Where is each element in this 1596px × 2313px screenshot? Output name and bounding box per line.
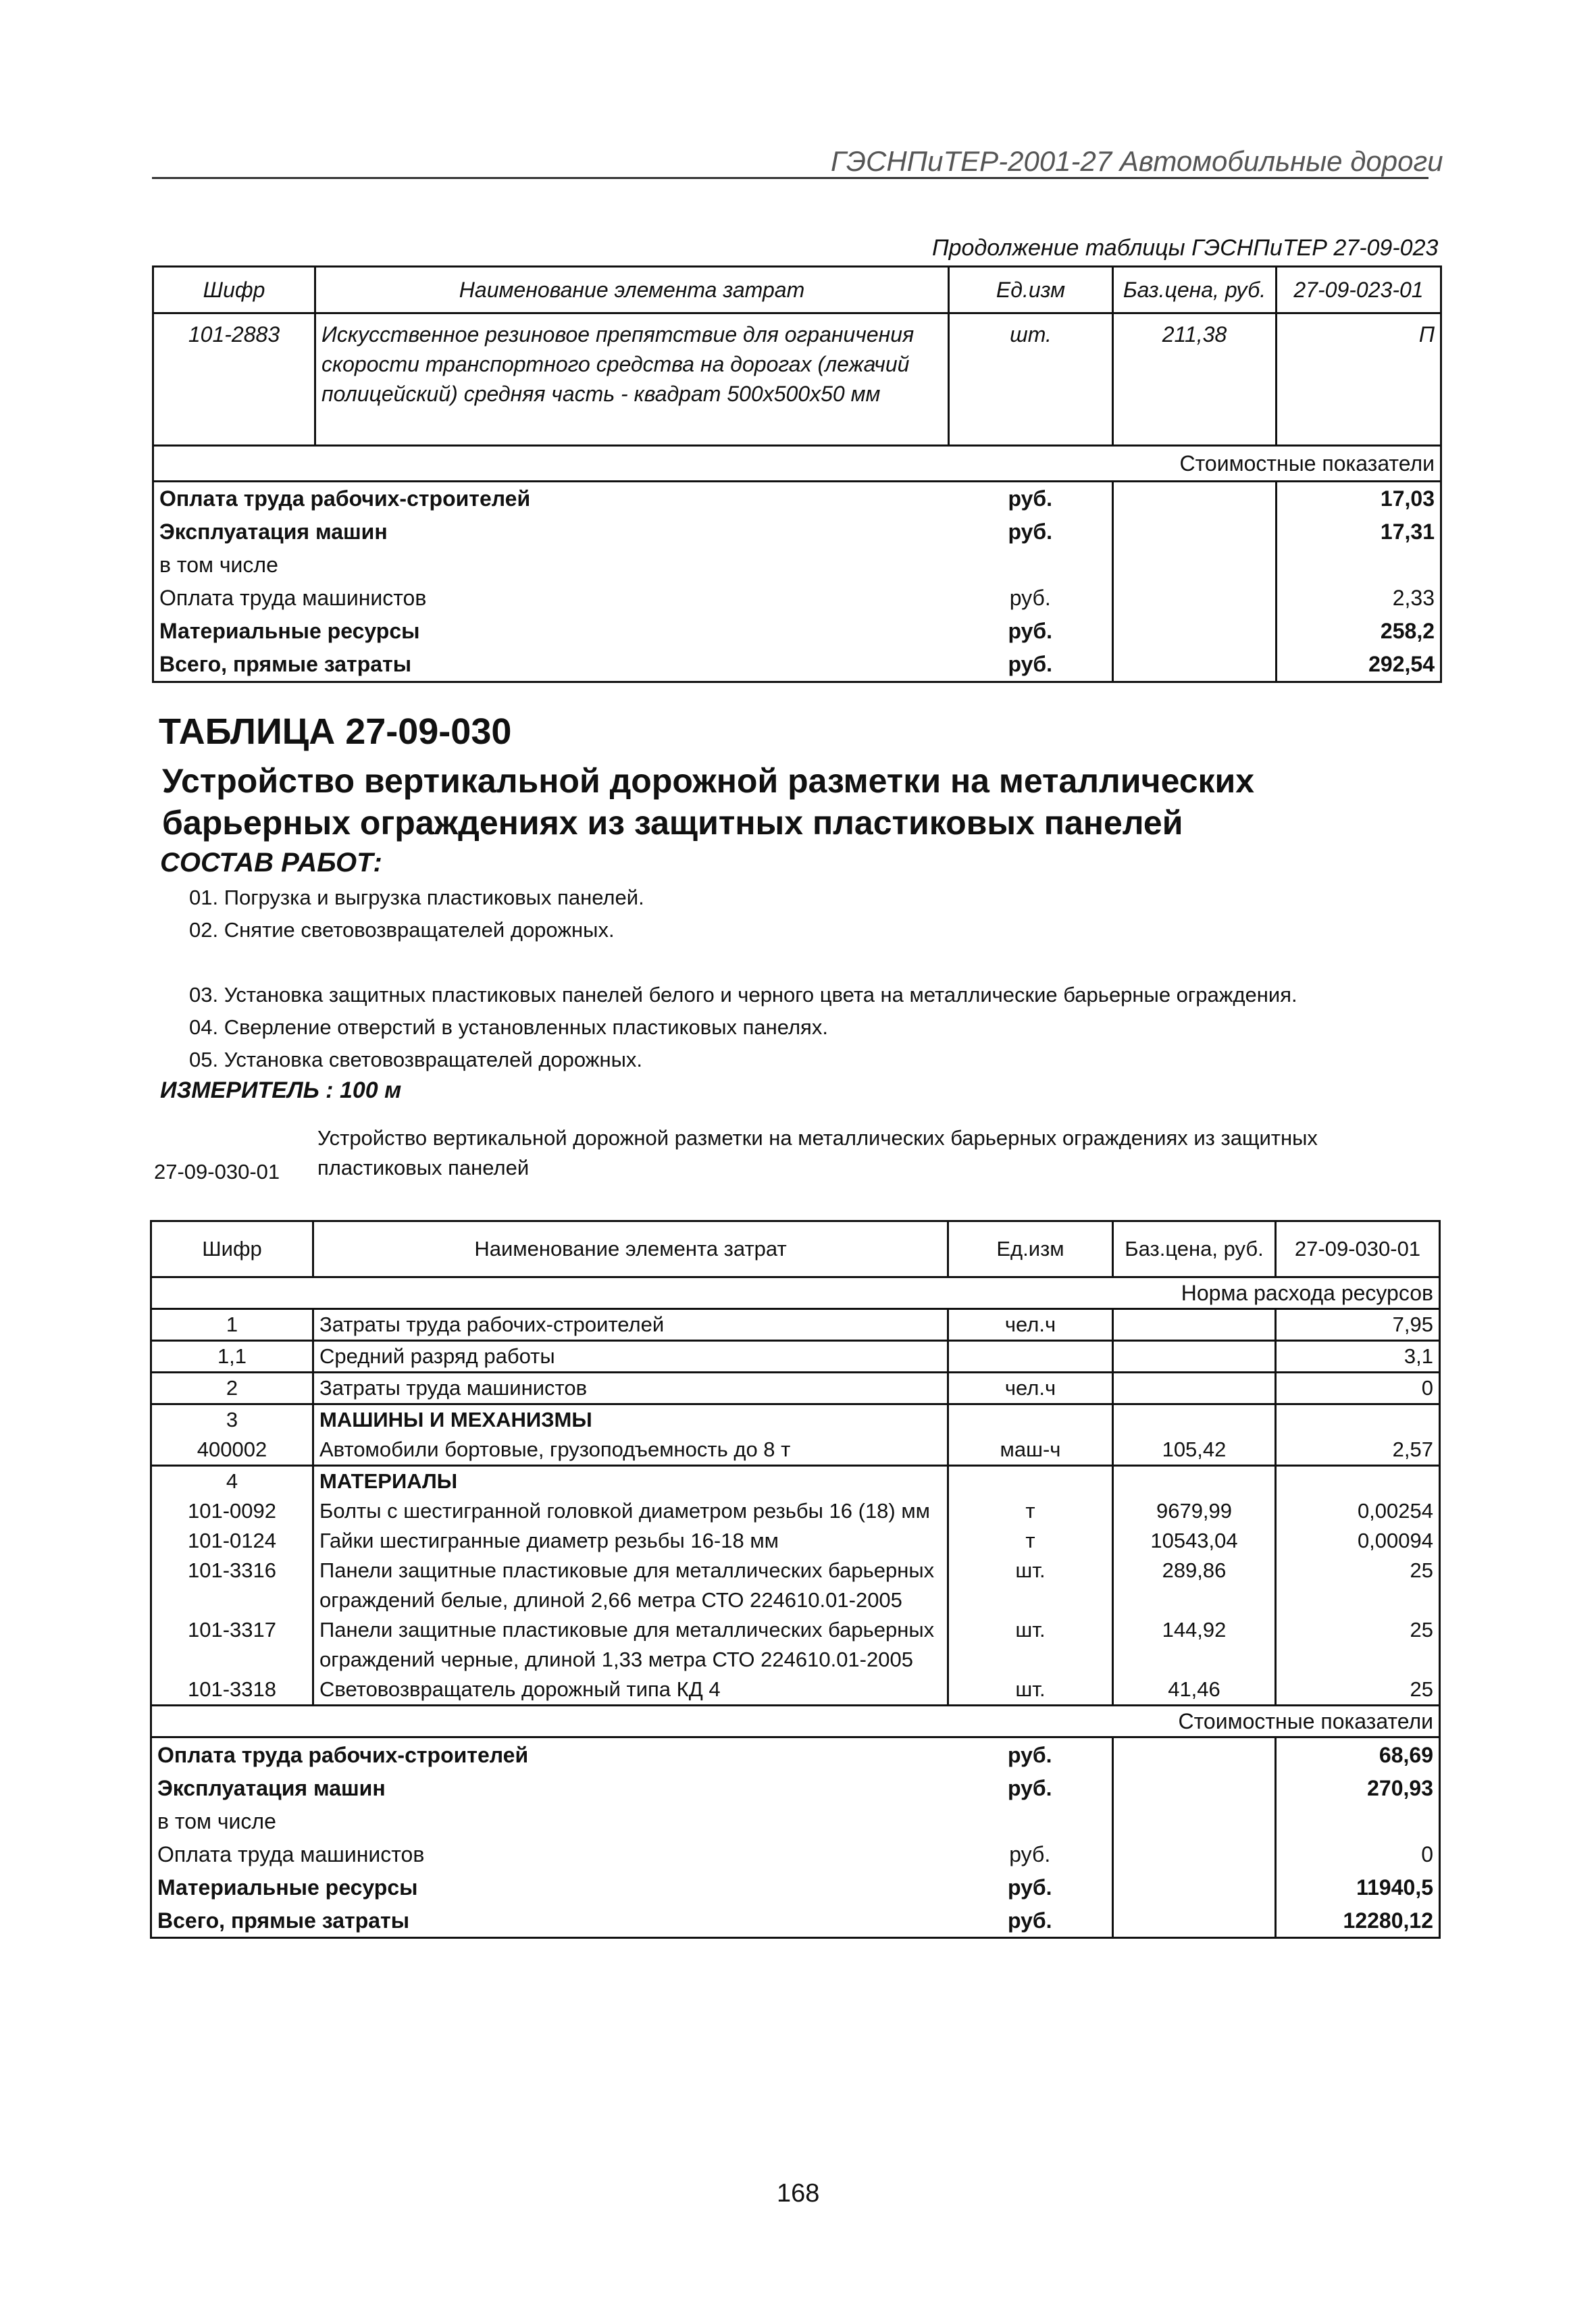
resource-value: 0,00254 (1276, 1496, 1440, 1526)
cost-unit (948, 1804, 1113, 1837)
cost-unit: руб. (1009, 586, 1051, 610)
table-subtitle: Устройство вертикальной дорожной разметки на металлических барьерных ограждениях из защитных пластиковых панелей (162, 762, 1255, 842)
row-name: Искусственное резиновое препятствие для ограничения скорости транспортного средства на дорогах (лежачий полицейский) средняя часть - квадрат 500х500х50 мм (315, 313, 949, 446)
section-cost-indicators: Стоимостные показатели (153, 446, 1441, 482)
resource-value: 25 (1276, 1556, 1440, 1615)
resource-group-name: МАТЕРИАЛЫ (313, 1466, 948, 1497)
resources-table (150, 1220, 1441, 1939)
cost-label: Оплата труда рабочих-строителей (153, 482, 949, 516)
resource-unit: чел.ч (948, 1309, 1113, 1341)
cost-value: 2,33 (1277, 582, 1441, 615)
resource-code: 4 (151, 1466, 313, 1497)
resource-value: 3,1 (1276, 1341, 1440, 1373)
cost-unit: руб. (949, 648, 1113, 682)
resource-code: 101-3316 (151, 1556, 313, 1615)
cost-value: 292,54 (1277, 648, 1441, 682)
resource-group-name: МАШИНЫ И МЕХАНИЗМЫ (313, 1404, 948, 1435)
resource-code: 101-3317 (151, 1615, 313, 1675)
norm-name: Устройство вертикальной дорожной разметки на металлических барьерных ограждениях из защитных пластиковых панелей (317, 1126, 1318, 1179)
col-header-norm: 27-09-030-01 (1276, 1221, 1440, 1277)
resource-unit: шт. (1015, 1558, 1046, 1582)
resource-name: Болты с шестигранной головкой диаметром резьбы 16 (18) мм (313, 1496, 948, 1526)
cost-label: Оплата труда машинистов (153, 582, 949, 615)
resource-unit: чел.ч (948, 1373, 1113, 1404)
cost-label: Эксплуатация машин (153, 515, 949, 549)
cost-unit: руб. (1007, 1875, 1052, 1900)
cost-unit: руб. (1008, 519, 1053, 544)
resource-code: 1,1 (151, 1341, 313, 1373)
resource-name: Световозвращатель дорожный типа КД 4 (313, 1675, 948, 1706)
row-price: 211,38 (1113, 313, 1277, 446)
cost-unit: руб. (1007, 1742, 1052, 1767)
resource-value (1276, 1466, 1440, 1497)
cost-label: Материальные ресурсы (153, 615, 949, 648)
col-header-price: Баз.цена, руб. (1113, 1221, 1276, 1277)
resource-price: 41,46 (1113, 1675, 1276, 1706)
work-item: 05. Установка световозвращателей дорожных. (189, 1048, 643, 1071)
work-item: 01. Погрузка и выгрузка пластиковых панелей. (189, 886, 644, 909)
resource-name: Средний разряд работы (313, 1341, 948, 1373)
resource-value: 2,57 (1276, 1435, 1440, 1466)
work-item: 03. Установка защитных пластиковых панелей белого и черного цвета на металлические барьерные ограждения. (189, 983, 1297, 1007)
cost-label: в том числе (153, 549, 949, 582)
works-list (189, 882, 1297, 1076)
cost-label: Материальные ресурсы (151, 1871, 948, 1904)
page-number: 168 (777, 2179, 820, 2208)
composition-heading: СОСТАВ РАБОТ: (160, 848, 382, 878)
cost-label: Оплата труда рабочих-строителей (151, 1737, 948, 1772)
resource-value: 0,00094 (1276, 1526, 1440, 1556)
resource-code: 3 (151, 1404, 313, 1435)
resource-price: 10543,04 (1113, 1526, 1276, 1556)
cost-unit: руб. (1007, 1775, 1052, 1800)
measure-unit: ИЗМЕРИТЕЛЬ : 100 м (160, 1077, 402, 1103)
cost-value: 270,93 (1276, 1771, 1440, 1804)
cost-unit (949, 549, 1113, 582)
resource-value: 7,95 (1276, 1309, 1440, 1341)
resource-value: 25 (1276, 1675, 1440, 1706)
cost-value: 68,69 (1276, 1737, 1440, 1772)
resource-name: Панели защитные пластиковые для металлических барьерных ограждений черные, длиной 1,33 метра СТО 224610.01-2005 (313, 1615, 948, 1675)
work-item-spacer (189, 946, 1297, 979)
resource-price: 289,86 (1113, 1556, 1276, 1615)
resource-price: 9679,99 (1113, 1496, 1276, 1526)
resource-unit (948, 1341, 1113, 1373)
section-cost-indicators: Стоимостные показатели (151, 1706, 1440, 1737)
col-header-norm: 27-09-023-01 (1277, 267, 1441, 313)
header-rule (152, 177, 1428, 179)
resource-price (1113, 1309, 1276, 1341)
cost-label: Эксплуатация машин (151, 1771, 948, 1804)
resource-code: 101-0124 (151, 1526, 313, 1556)
resource-name: Гайки шестигранные диаметр резьбы 16-18 мм (313, 1526, 948, 1556)
resource-unit: т (1025, 1499, 1035, 1523)
col-header-unit: Ед.изм (948, 1221, 1113, 1277)
norm-code: 27-09-030-01 (154, 1160, 280, 1184)
cost-label: в том числе (151, 1804, 948, 1837)
row-unit: шт. (949, 313, 1113, 446)
resource-unit: т (1025, 1529, 1035, 1552)
resource-code: 101-3318 (151, 1675, 313, 1706)
col-header-code: Шифр (151, 1221, 313, 1277)
table-title: ТАБЛИЦА 27-09-030 (159, 711, 512, 752)
cost-value (1276, 1804, 1440, 1837)
resource-code: 2 (151, 1373, 313, 1404)
resource-name: Автомобили бортовые, грузоподъемность до 8 т (313, 1435, 948, 1466)
continuation-table (152, 265, 1442, 683)
resource-unit: шт. (1015, 1618, 1046, 1642)
resource-code: 400002 (151, 1435, 313, 1466)
resource-unit: шт. (1015, 1677, 1046, 1701)
resource-unit: маш-ч (948, 1435, 1113, 1466)
resource-unit (948, 1466, 1113, 1497)
cost-value: 0 (1276, 1837, 1440, 1871)
cost-value (1277, 549, 1441, 582)
resource-price: 144,92 (1113, 1615, 1276, 1675)
resource-price: 105,42 (1113, 1435, 1276, 1466)
cost-unit: руб. (1008, 619, 1053, 643)
cost-value: 17,31 (1277, 515, 1441, 549)
col-header-name: Наименование элемента затрат (313, 1221, 948, 1277)
running-title: ГЭСНПиТЕР-2001-27 Автомобильные дороги (831, 145, 1443, 177)
cost-label: Оплата труда машинистов (151, 1837, 948, 1871)
section-norm: Норма расхода ресурсов (151, 1277, 1440, 1309)
resource-value: 25 (1276, 1615, 1440, 1675)
work-item: 04. Сверление отверстий в установленных пластиковых панелях. (189, 1015, 828, 1039)
continuation-caption: Продолжение таблицы ГЭСНПиТЕР 27-09-023 (932, 235, 1439, 261)
cost-label: Всего, прямые затраты (151, 1904, 948, 1938)
resource-code: 1 (151, 1309, 313, 1341)
cost-value: 17,03 (1277, 482, 1441, 516)
row-code: 101-2883 (153, 313, 315, 446)
cost-value: 258,2 (1277, 615, 1441, 648)
resource-price (1113, 1466, 1276, 1497)
col-header-name: Наименование элемента затрат (315, 267, 949, 313)
resource-value (1276, 1404, 1440, 1435)
resource-price (1113, 1341, 1276, 1373)
cost-label: Всего, прямые затраты (153, 648, 949, 682)
resource-unit (948, 1404, 1113, 1435)
resource-value: 0 (1276, 1373, 1440, 1404)
cost-value: 11940,5 (1276, 1871, 1440, 1904)
resource-name: Панели защитные пластиковые для металлических барьерных ограждений белые, длиной 2,66 метра СТО 224610.01-2005 (313, 1556, 948, 1615)
work-item: 02. Снятие световозвращателей дорожных. (189, 918, 615, 942)
resource-price (1113, 1373, 1276, 1404)
resource-name: Затраты труда машинистов (313, 1373, 948, 1404)
col-header-unit: Ед.изм (949, 267, 1113, 313)
cost-unit: руб. (1009, 1841, 1051, 1866)
resource-name: Затраты труда рабочих-строителей (313, 1309, 948, 1341)
col-header-code: Шифр (153, 267, 315, 313)
cost-unit: руб. (948, 1904, 1113, 1938)
col-header-price: Баз.цена, руб. (1113, 267, 1277, 313)
cost-unit: руб. (1008, 486, 1053, 511)
resource-code: 101-0092 (151, 1496, 313, 1526)
row-value: П (1277, 313, 1441, 446)
cost-value: 12280,12 (1276, 1904, 1440, 1938)
resource-price (1113, 1404, 1276, 1435)
